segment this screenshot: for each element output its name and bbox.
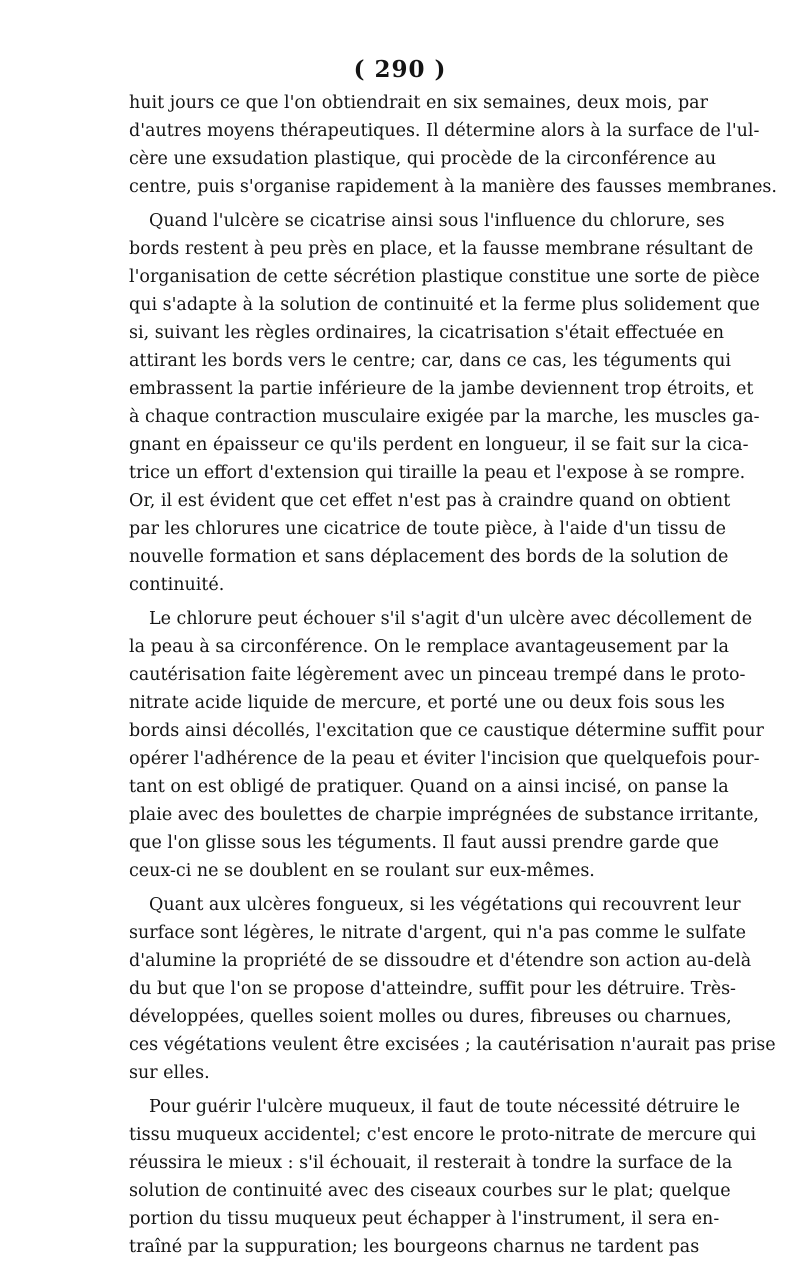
text-line: par les chlorures une cicatrice de toute pièce, à l'aide d'un tissu de (129, 519, 726, 539)
paragraph (129, 1093, 757, 1261)
text-line: portion du tissu muqueux peut échapper à l'instrument, il sera en- (129, 1209, 720, 1229)
text-line: nouvelle formation et sans déplacement des bords de la solution de (129, 547, 729, 567)
text-line: l'organisation de cette sécrétion plastique constitue une sorte de pièce (129, 267, 760, 287)
text-line: bords restent à peu près en place, et la fausse membrane résultant de (129, 239, 754, 259)
text-line: embrassent la partie inférieure de la jambe deviennent trop étroits, et (129, 379, 754, 399)
text-line: Quant aux ulcères fongueux, si les végétations qui recouvrent leur (149, 895, 741, 915)
text-line: opérer l'adhérence de la peau et éviter l'incision que quelquefois pour- (129, 749, 760, 769)
text-line: ces végétations veulent être excisées ; la cautérisation n'aurait pas prise (129, 1035, 776, 1055)
text-line: cautérisation faite légèrement avec un pinceau trempé dans le proto- (129, 665, 746, 685)
text-line: tissu muqueux accidentel; c'est encore le proto-nitrate de mercure qui (129, 1125, 757, 1145)
text-line: développées, quelles soient molles ou dures, fibreuses ou charnues, (129, 1007, 732, 1027)
text-line: nitrate acide liquide de mercure, et porté une ou deux fois sous les (129, 693, 725, 713)
text-line: plaie avec des boulettes de charpie imprégnées de substance irritante, (129, 805, 759, 825)
text-block (129, 89, 777, 1261)
text-line: surface sont légères, le nitrate d'argent, qui n'a pas comme le sulfate (129, 923, 746, 943)
text-line: solution de continuité avec des ciseaux courbes sur le plat; quelque (129, 1181, 731, 1201)
text-line: Quand l'ulcère se cicatrise ainsi sous l'influence du chlorure, ses (149, 211, 725, 231)
paragraph (129, 89, 777, 201)
text-line: cère une exsudation plastique, qui procède de la circonférence au (129, 149, 717, 169)
paragraph (129, 605, 764, 885)
text-line: gnant en épaisseur ce qu'ils perdent en longueur, il se fait sur la cica- (129, 435, 749, 455)
text-line: tant on est obligé de pratiquer. Quand on a ainsi incisé, on panse la (129, 777, 729, 797)
text-line: sur elles. (129, 1063, 210, 1083)
text-line: d'autres moyens thérapeutiques. Il détermine alors à la surface de l'ul- (129, 121, 760, 141)
text-line: Or, il est évident que cet effet n'est pas à craindre quand on obtient (129, 491, 731, 511)
text-line: huit jours ce que l'on obtiendrait en six semaines, deux mois, par (129, 93, 708, 113)
text-line: la peau à sa circonférence. On le remplace avantageusement par la (129, 637, 729, 657)
page-number: ( 290 ) (353, 56, 447, 83)
text-line: trice un effort d'extension qui tiraille la peau et l'expose à se rompre. (129, 463, 746, 483)
text-line: à chaque contraction musculaire exigée par la marche, les muscles ga- (129, 407, 760, 427)
text-line: d'alumine la propriété de se dissoudre et d'étendre son action au-delà (129, 951, 752, 971)
text-line: traîné par la suppuration; les bourgeons charnus ne tardent pas (129, 1237, 700, 1257)
text-line: centre, puis s'organise rapidement à la manière des fausses membranes. (129, 177, 777, 197)
text-line: qui s'adapte à la solution de continuité et la ferme plus solidement que (129, 295, 760, 315)
paragraph (129, 891, 776, 1087)
text-line: réussira le mieux : s'il échouait, il resterait à tondre la surface de la (129, 1153, 733, 1173)
text-line: ceux-ci ne se doublent en se roulant sur eux-mêmes. (129, 861, 595, 881)
text-line: Le chlorure peut échouer s'il s'agit d'un ulcère avec décollement de (149, 609, 753, 629)
text-line: bords ainsi décollés, l'excitation que ce caustique détermine suffit pour (129, 721, 764, 741)
paragraph (129, 207, 760, 599)
text-line: que l'on glisse sous les téguments. Il faut aussi prendre garde que (129, 833, 719, 853)
text-line: si, suivant les règles ordinaires, la cicatrisation s'était effectuée en (129, 323, 725, 343)
text-line: continuité. (129, 575, 225, 595)
text-line: du but que l'on se propose d'atteindre, suffit pour les détruire. Très- (129, 979, 736, 999)
text-line: attirant les bords vers le centre; car, dans ce cas, les téguments qui (129, 351, 731, 371)
text-line: Pour guérir l'ulcère muqueux, il faut de toute nécessité détruire le (149, 1097, 741, 1117)
